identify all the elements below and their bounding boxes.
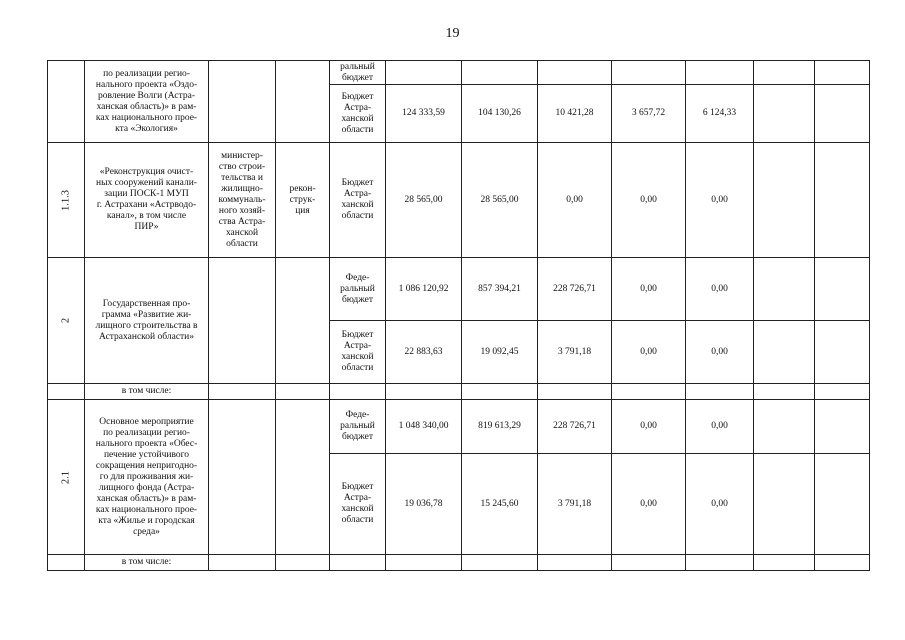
- funding-source: Бюджет Астра- ханской области: [330, 454, 386, 555]
- value-total: [386, 384, 462, 400]
- funding-source: Феде- ральный бюджет: [330, 258, 386, 321]
- row-code: 2: [60, 317, 72, 324]
- table-row: [48, 555, 870, 571]
- value-col-3: [538, 384, 612, 400]
- value-col-4: 0,00: [612, 143, 686, 258]
- value-col-6: [754, 384, 815, 400]
- value-col-5: [686, 384, 754, 400]
- row-name: в том числе:: [85, 384, 209, 400]
- value-col-5: [686, 555, 754, 571]
- value-col-7: [815, 258, 870, 321]
- value-col-4: 0,00: [612, 258, 686, 321]
- value-col-2: 104 130,26: [462, 85, 538, 143]
- value-col-6: [754, 258, 815, 321]
- funding-source: [330, 384, 386, 400]
- value-col-6: [754, 555, 815, 571]
- value-col-2: 857 394,21: [462, 258, 538, 321]
- row-code-cell: [48, 143, 85, 258]
- value-col-7: [815, 85, 870, 143]
- value-col-3: 3 791,18: [538, 454, 612, 555]
- value-col-2: [462, 61, 538, 85]
- row-responsible: [209, 61, 276, 143]
- value-col-4: [612, 384, 686, 400]
- row-code: 1.1.3: [60, 189, 72, 211]
- value-col-4: [612, 555, 686, 571]
- value-col-5: 0,00: [686, 454, 754, 555]
- funding-source: [330, 555, 386, 571]
- budget-table: [47, 60, 870, 571]
- value-total: 22 883,63: [386, 321, 462, 384]
- row-responsible: министер- ство строи- тельства и жилищно- коммуналь- ного хозяй- ства Астра- ханской области: [209, 143, 276, 258]
- value-col-7: [815, 384, 870, 400]
- funding-source: ральный бюджет: [330, 61, 386, 85]
- value-col-3: [538, 555, 612, 571]
- row-type: [276, 384, 330, 400]
- row-code-cell: [48, 400, 85, 555]
- value-total: 1 048 340,00: [386, 400, 462, 454]
- table-row: [48, 400, 870, 454]
- table-row: [48, 384, 870, 400]
- row-responsible: [209, 400, 276, 555]
- row-name: в том числе:: [85, 555, 209, 571]
- row-type: [276, 258, 330, 384]
- row-code-cell: [48, 258, 85, 384]
- value-total: 1 086 120,92: [386, 258, 462, 321]
- value-col-2: 28 565,00: [462, 143, 538, 258]
- value-col-6: [754, 400, 815, 454]
- value-col-4: [612, 61, 686, 85]
- value-col-6: [754, 321, 815, 384]
- value-col-6: [754, 143, 815, 258]
- row-type: [276, 400, 330, 555]
- row-type: [276, 61, 330, 143]
- value-col-3: 10 421,28: [538, 85, 612, 143]
- funding-source: Феде- ральный бюджет: [330, 400, 386, 454]
- value-total: 19 036,78: [386, 454, 462, 555]
- value-col-2: [462, 555, 538, 571]
- value-col-3: 228 726,71: [538, 258, 612, 321]
- value-total: 124 333,59: [386, 85, 462, 143]
- value-col-2: 15 245,60: [462, 454, 538, 555]
- row-responsible: [209, 555, 276, 571]
- value-col-7: [815, 143, 870, 258]
- row-responsible: [209, 258, 276, 384]
- value-col-3: 0,00: [538, 143, 612, 258]
- value-col-6: [754, 454, 815, 555]
- value-col-5: [686, 61, 754, 85]
- value-col-5: 0,00: [686, 400, 754, 454]
- row-code-cell: [48, 555, 85, 571]
- table-row: [48, 61, 870, 85]
- table-row: [48, 143, 870, 258]
- row-name: Государственная про- грамма «Развитие жи- лищного строительства в Астраханской области»: [85, 258, 209, 384]
- row-code: 2.1: [60, 470, 72, 484]
- value-col-2: 819 613,29: [462, 400, 538, 454]
- funding-source: Бюджет Астра- ханской области: [330, 143, 386, 258]
- value-col-4: 0,00: [612, 321, 686, 384]
- value-col-5: 0,00: [686, 143, 754, 258]
- page-number: 19: [445, 26, 460, 41]
- row-type: [276, 555, 330, 571]
- row-responsible: [209, 384, 276, 400]
- value-col-7: [815, 321, 870, 384]
- value-col-4: 0,00: [612, 400, 686, 454]
- value-col-5: 6 124,33: [686, 85, 754, 143]
- row-name: «Реконструкция очист- ных сооружений канали- зации ПОСК-1 МУП г. Астрахани «Астрводо- канал», в том числе ПИР»: [85, 143, 209, 258]
- value-col-5: 0,00: [686, 321, 754, 384]
- value-col-7: [815, 61, 870, 85]
- value-total: 28 565,00: [386, 143, 462, 258]
- funding-source: Бюджет Астра- ханской области: [330, 85, 386, 143]
- value-total: [386, 61, 462, 85]
- value-col-7: [815, 400, 870, 454]
- row-type: рекон- струк- ция: [276, 143, 330, 258]
- value-col-4: 3 657,72: [612, 85, 686, 143]
- value-col-6: [754, 85, 815, 143]
- value-col-7: [815, 555, 870, 571]
- value-col-7: [815, 454, 870, 555]
- row-name: по реализации регио- нального проекта «Оздо- ровление Волги (Астра- ханская область)» в рам- ках национального прое- кта «Экология»: [85, 61, 209, 143]
- value-col-3: 3 791,18: [538, 321, 612, 384]
- value-col-5: 0,00: [686, 258, 754, 321]
- value-col-2: [462, 384, 538, 400]
- value-col-3: [538, 61, 612, 85]
- funding-source: Бюджет Астра- ханской области: [330, 321, 386, 384]
- value-col-2: 19 092,45: [462, 321, 538, 384]
- value-col-4: 0,00: [612, 454, 686, 555]
- value-col-3: 228 726,71: [538, 400, 612, 454]
- row-name: Основное мероприятие по реализации регио- нального проекта «Обес- печение устойчивого сокращения непригодно- го для проживания жи- лищного фонда (Астра- ханская область)» в рам- ках национального прое- кта «Жилье и городская среда»: [85, 400, 209, 555]
- table-row: [48, 258, 870, 321]
- value-total: [386, 555, 462, 571]
- row-code-cell: [48, 384, 85, 400]
- row-code-cell: [48, 61, 85, 143]
- value-col-6: [754, 61, 815, 85]
